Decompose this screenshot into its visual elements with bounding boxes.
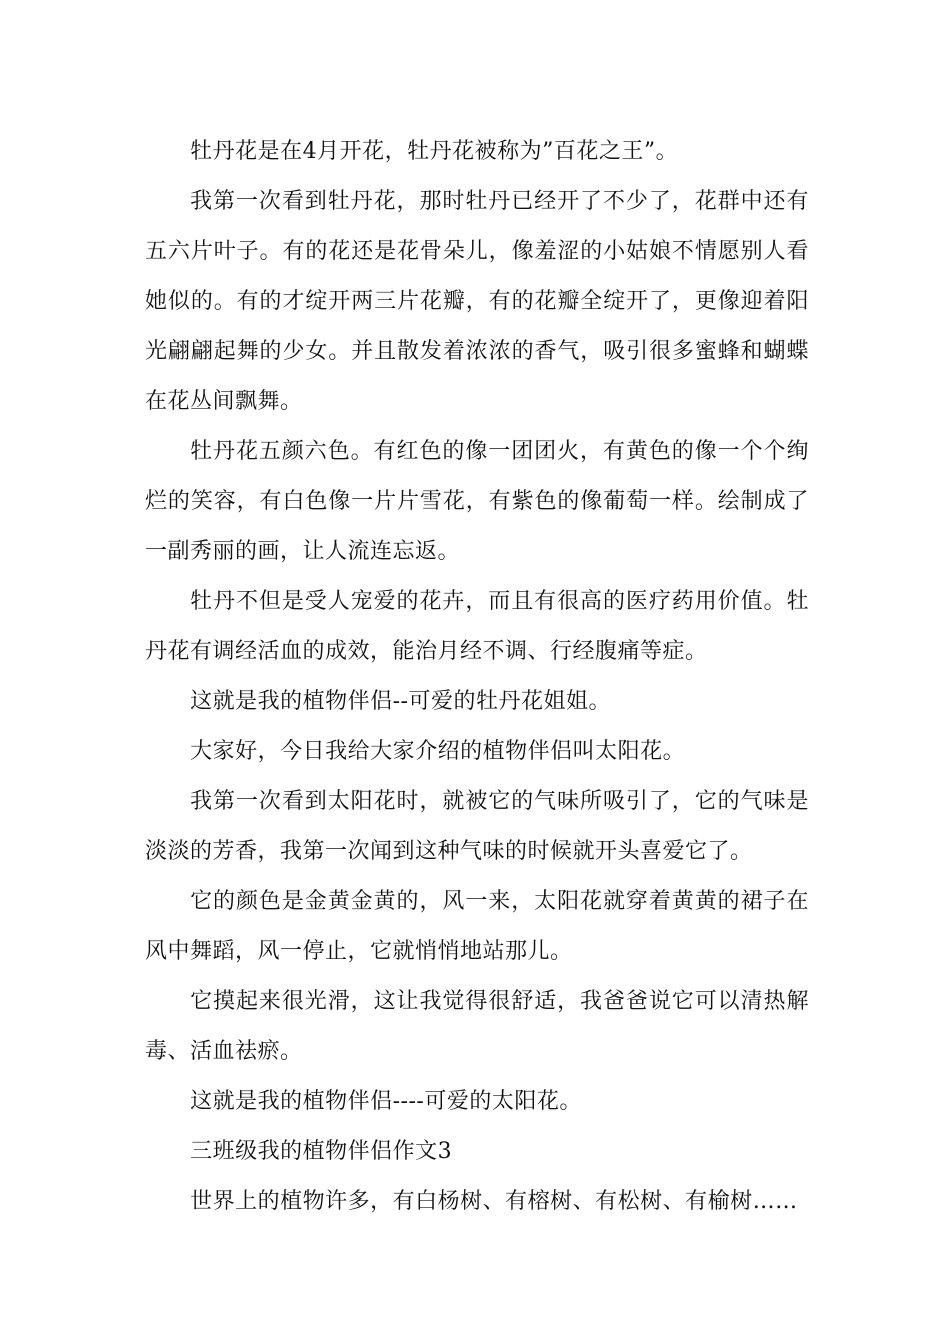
- paragraph: 这就是我的植物伴侣--可爱的牡丹花姐姐。: [190, 689, 611, 714]
- paragraph: 牡丹不但是受人宠爱的花卉，而且有很高的医疗药用价值。牡丹花有调经活血的成效，能治月经不调、行经腹痛等症。: [145, 589, 809, 664]
- paragraph: 它摸起来很光滑，这让我觉得很舒适，我爸爸说它可以清热解毒、活血祛瘀。: [145, 989, 809, 1064]
- paragraph: 牡丹花五颜六色。有红色的像一团团火，有黄色的像一个个绚烂的笑容，有白色像一片片雪花，有紫色的像葡萄一样。绘制成了一副秀丽的画，让人流连忘返。: [145, 439, 809, 564]
- paragraph: 我第一次看到牡丹花，那时牡丹已经开了不少了，花群中还有五六片叶子。有的花还是花骨朵儿，像羞涩的小姑娘不情愿别人看她似的。有的才绽开两三片花瓣，有的花瓣全绽开了，更像迎着阳光翩翩起舞的少女。并且散发着浓浓的香气，吸引很多蜜蜂和蝴蝶在花丛间飘舞。: [145, 189, 809, 414]
- paragraph: 它的颜色是金黄金黄的，风一来，太阳花就穿着黄黄的裙子在风中舞蹈，风一停止，它就悄悄地站那儿。: [145, 889, 809, 964]
- section-heading: 三班级我的植物伴侣作文3: [190, 1139, 453, 1164]
- document-body: [145, 127, 809, 1227]
- paragraph: 这就是我的植物伴侣----可爱的太阳花。: [190, 1089, 582, 1114]
- paragraph: 牡丹花是在4月开花，牡丹花被称为”百花之王”。: [190, 139, 679, 164]
- paragraph: 世界上的植物许多，有白杨树、有榕树、有松树、有榆树……: [190, 1189, 798, 1214]
- paragraph: 我第一次看到太阳花时，就被它的气味所吸引了，它的气味是淡淡的芳香，我第一次闻到这种气味的时候就开头喜爱它了。: [145, 789, 809, 864]
- paragraph: 大家好，今日我给大家介绍的植物伴侣叫太阳花。: [190, 739, 686, 764]
